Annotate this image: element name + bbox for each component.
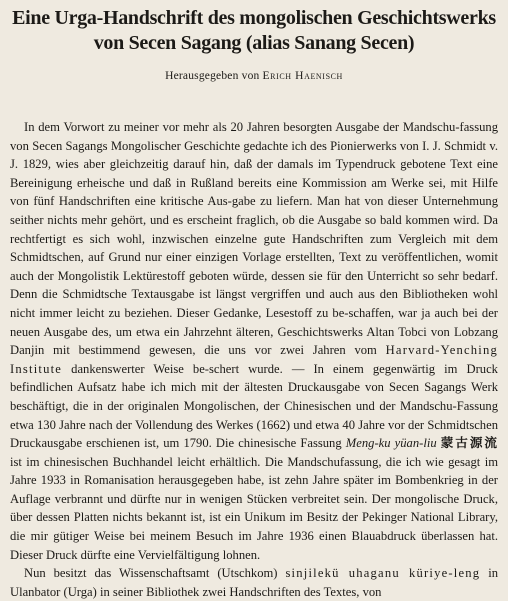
title-line-2: von Secen Sagang (alias Sanang Secen) [93, 32, 415, 54]
paragraph-1 [10, 118, 498, 564]
p2-text-a: Nun besitzt das Wissenschaftsamt (Utschkom) [24, 566, 278, 581]
paragraph-2 [10, 564, 498, 601]
p1-text-c: ist im chinesischen Buchhandel leicht erhältlich. Die Mandschufassung, die ich wie gesagt im Jahre 1933 in Romanisation herausgegeben habe, ist zehn Jahre später im Bombenkrieg in der Auflage verbrannt und dürfte nur in wenigen Stücken verbreitet sein. Der mongolische Druck, über dessen Platten nichts bekannt ist, ist ein Unikum im Besitz der Pekinger National Library, die mir gütiger Weise bei meinem Besuch im Jahre 1936 einen Blauabdruck überlassen hat. Dieser Druck dürfte eine Vervielfältigung lohnen. [10, 454, 498, 562]
chinese-title-characters: 蒙古源流 [440, 436, 499, 451]
byline [10, 70, 498, 82]
p2-text-b: in Ulanbator (Urga) in seiner Bibliothek zwei Handschriften des Textes, von [10, 566, 498, 599]
article-title [10, 6, 498, 56]
article-body [10, 118, 498, 601]
p1-text-b: dankenswerter Weise be-schert wurde. — In einem gegenwärtig im Druck befindlichen Aufsatz habe ich mich mit der ältesten Druckausgabe von Secen Sagangs Werk beschäftigt, die in der originalen Mongolischen, der Chinesischen und der Mandschu-Fassung etwa 130 Jahre nach der Vollendung des Werkes (1662) und etwa 40 Jahre vor der Schmidtschen Druckausgabe erschienen ist, um 1790. Die chinesische Fassung [10, 361, 498, 451]
byline-prefix: Herausgegeben von [165, 70, 260, 82]
chinese-title-romanized: Meng-ku yüan-liu [345, 436, 437, 451]
mongolian-term: sinjilekü uhaganu küriye-leng [285, 566, 481, 581]
institution-name: Harvard-Yenching Institute [10, 343, 498, 376]
p1-text-a: In dem Vorwort zu meiner vor mehr als 20 Jahren besorgten Ausgabe der Mandschu-fassung von Secen Sagangs Mongolischer Geschichte gedachte ich des Pionierwerks von I. J. Schmidt v. J. 1829, wies aber gleichzeitig darauf hin, daß der damals im Typendruck gebotene Text eine Bereinigung erheische und daß in Rußland bereits eine Kommission am Werke sei, mit Hilfe von fünf Handschriften eine kritische Aus-gabe zu liefern. Man hat von dieser Unternehmung seither nichts mehr gehört, und es erscheint fraglich, ob die Ausgabe so bald kommen wird. Da rechtfertigt es sich wohl, inzwischen einzelne gute Handschriften zum Vergleich mit dem Schmidtschen, auf Grund nur einer einzigen Vorlage erstellten, Text zu veröffentlichen, womit auch der Mongolistik Lektürestoff geboten würde, dessen sie für den Unterricht so sehr bedarf. Denn die Schmidtsche Textausgabe ist längst vergriffen und auch aus den Bibliotheken wohl nicht immer leicht zu beziehen. Dieser Gedanke, Lesestoff zu be-schaffen, war ja auch bei der neuen Ausgabe des, um etwa ein Jahrzehnt älteren, Geschichtswerks Altan Tobci von Lobzang Danjin mit bestimmend gewesen, die uns vor zwei Jahren vom [10, 120, 498, 358]
author-name: Erich Haenisch [262, 70, 343, 82]
title-line-1: Eine Urga-Handschrift des mongolischen Geschichtswerks [12, 7, 496, 29]
